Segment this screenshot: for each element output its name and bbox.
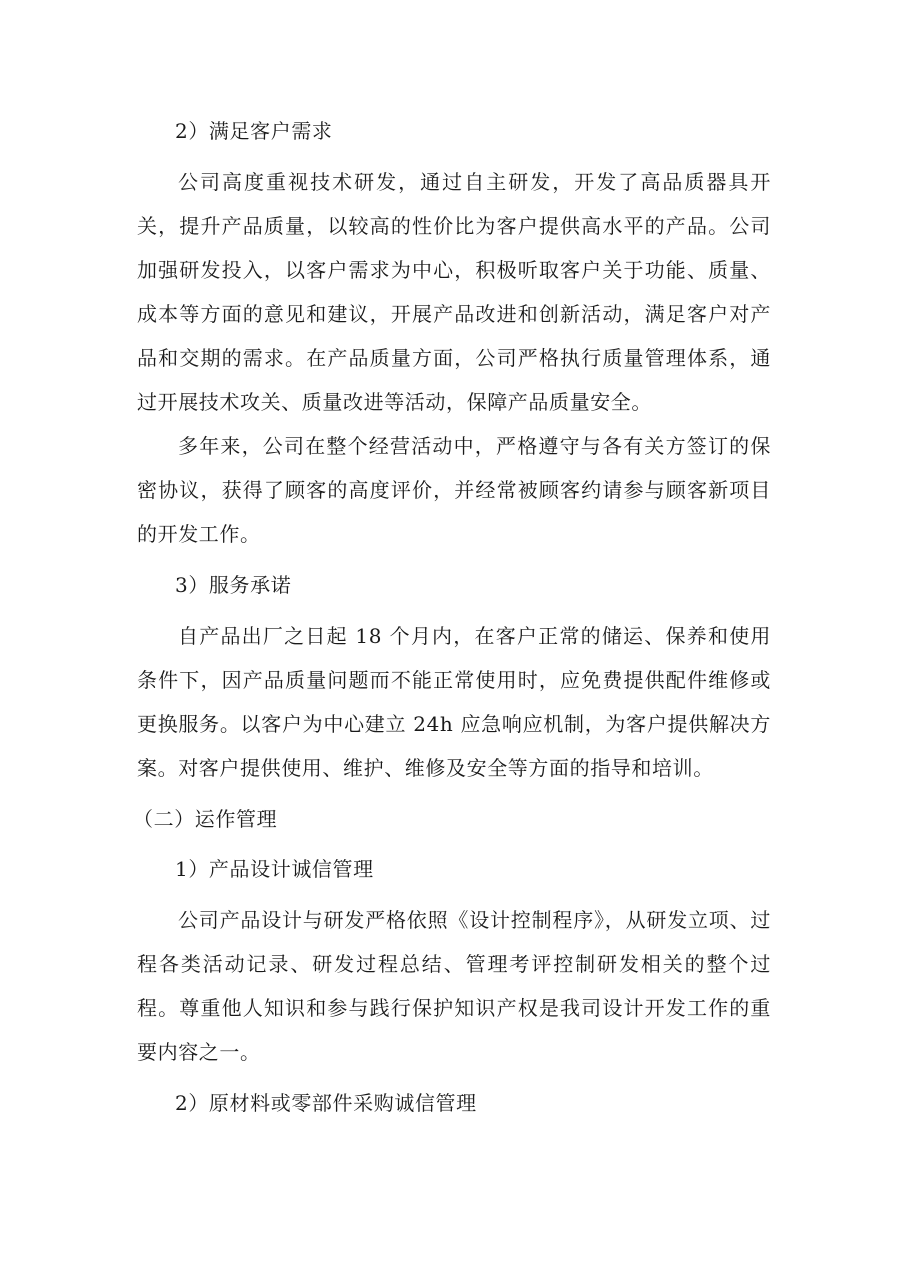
heading-service-commitment: 3）服务承诺: [175, 573, 292, 597]
heading-procurement-integrity: 2）原材料或零部件采购诚信管理: [175, 1091, 477, 1115]
heading-operations-management: （二）运作管理: [133, 807, 278, 831]
paragraph-warranty: 自产品出厂之日起 18 个月内，在客户正常的储运、保养和使用条件下，因产品质量问题而不能正常使用时，应免费提供配件维修或更换服务。以客户为中心建立 24h 应急响应机制，为客户提供解决方案。对客户提供使用、维护、维修及安全等方面的指导和培训。: [137, 624, 771, 780]
heading-customer-needs: 2）满足客户需求: [175, 119, 333, 143]
paragraph-rnd-quality: 公司高度重视技术研发，通过自主研发，开发了高品质器具开关，提升产品质量，以较高的性价比为客户提供高水平的产品。公司加强研发投入，以客户需求为中心，积极听取客户关于功能、质量、成本等方面的意见和建议，开展产品改进和创新活动，满足客户对产品和交期的需求。在产品质量方面，公司严格执行质量管理体系，通过开展技术攻关、质量改进等活动，保障产品质量安全。: [137, 170, 771, 414]
heading-product-design-integrity: 1）产品设计诚信管理: [175, 857, 374, 881]
paragraph-design-control: 公司产品设计与研发严格依照《设计控制程序》，从研发立项、过程各类活动记录、研发过程总结、管理考评控制研发相关的整个过程。尊重他人知识和参与践行保护知识产权是我司设计开发工作的重要内容之一。: [137, 908, 771, 1064]
document-body: [133, 114, 771, 1120]
paragraph-confidentiality: 多年来，公司在整个经营活动中，严格遵守与各有关方签订的保密协议，获得了顾客的高度评价，并经常被顾客约请参与顾客新项目的开发工作。: [137, 434, 771, 546]
